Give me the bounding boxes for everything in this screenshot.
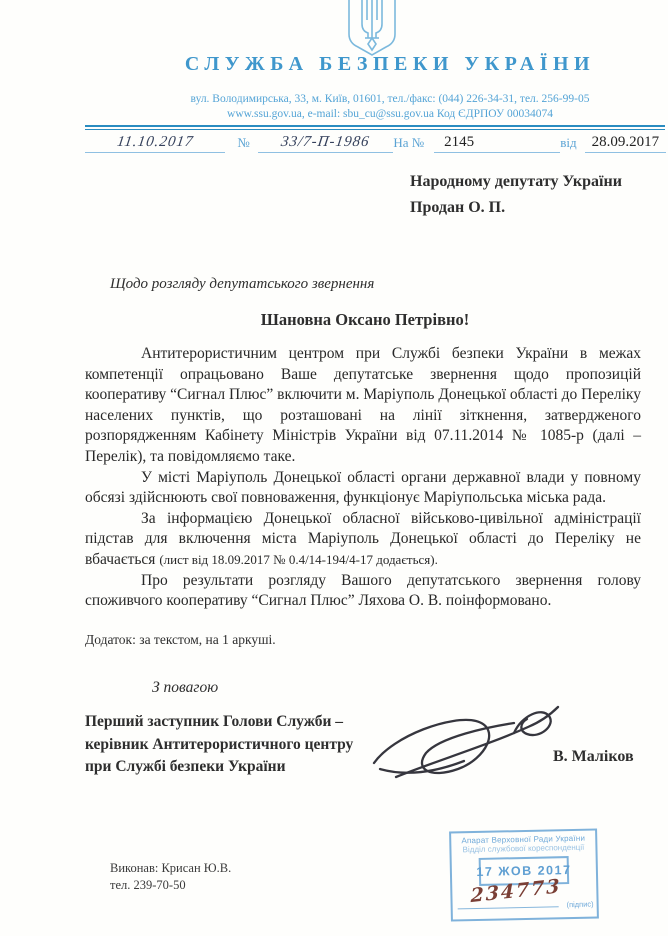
paragraph-1: Антитерористичним центром при Службі безпеки України в межах компетенції опрацьовано Ваше депутатське звернення щодо пропозицій кооперативу “Сигнал Плюс” включити м. Маріуполь Донецької області до Переліку населених пунктів, що розташовані на лінії зіткнення, затвердженого розпорядженням Кабінету Міністрів України від 07.11.2014 № 1085-р (далі – Перелік), та повідомляємо таке.	[85, 345, 641, 465]
signer-position-line-3: при Службі безпеки України	[85, 758, 286, 775]
paragraph-3	[85, 509, 641, 571]
attachment-note: Додаток: за текстом, на 1 аркуші.	[85, 632, 276, 647]
reference-row	[85, 133, 666, 153]
stamp-number-handwritten: 234773	[470, 875, 562, 908]
stamp-org-line: Апарат Верховної Ради України	[461, 833, 586, 846]
outgoing-date-handwritten: 11.10.2017	[115, 134, 195, 150]
address-line-2: www.ssu.gov.ua, e-mail: sbu_cu@ssu.gov.ua Код ЄДРПОУ 00034074	[227, 107, 553, 120]
handwritten-signature-icon	[366, 697, 566, 796]
ukraine-trident-emblem-icon	[344, 0, 400, 61]
executor-phone: тел. 239-70-50	[110, 878, 186, 892]
reply-date-label: від	[560, 135, 577, 150]
reply-date-field	[585, 133, 666, 153]
stamp-date-box: 17 ЖОВ 2017	[479, 856, 570, 886]
address-line-1: вул. Володимирська, 33, м. Київ, 01601, тел./факс: (044) 226-34-31, тел. 256-99-05	[190, 93, 590, 105]
letterhead-address	[100, 92, 668, 121]
executor-block	[110, 860, 231, 894]
organization-name: СЛУЖБА БЕЗПЕКИ УКРАЇНИ	[184, 53, 596, 75]
outgoing-number-field	[258, 133, 394, 153]
reply-date: 28.09.2017	[591, 134, 660, 150]
letterhead-divider	[85, 125, 665, 130]
recipient-line-1: Народному депутату України	[410, 173, 622, 190]
stamp-dept-line: Відділ службової кореспонденції	[462, 842, 585, 855]
reply-to-label: На №	[393, 135, 425, 150]
salutation: Шановна Оксано Петрівно!	[260, 310, 470, 329]
recipient-line-2: Продан О. П.	[410, 199, 506, 216]
closing-phrase: З повагою	[152, 679, 219, 696]
letter-body	[85, 344, 641, 612]
stamp-signature-label: (підпис)	[566, 899, 594, 910]
incoming-registration-stamp	[449, 828, 599, 921]
signer-position-line-1: Перший заступник Голови Служби –	[85, 713, 344, 730]
signer-position-line-2: керівник Антитерористичного центру	[85, 735, 354, 753]
paragraph-4: Про результати розгляду Вашого депутатського звернення голову споживчого кооперативу “Сигнал Плюс” Ляхова О. В. поінформовано.	[85, 571, 641, 610]
subject-line: Щодо розгляду депутатського звернення	[110, 276, 375, 292]
recipient-block	[410, 169, 622, 221]
reply-to-number: 2145	[444, 134, 475, 150]
reply-to-number-field	[434, 133, 560, 153]
outgoing-date-field	[85, 133, 225, 153]
executor-name: Виконав: Крисан Ю.В.	[110, 861, 232, 875]
paragraph-3-note: (лист від 18.09.2017 № 0.4/14-194/4-17 додається).	[159, 551, 438, 567]
number-sign-label: №	[237, 135, 250, 150]
stamp-number-row	[452, 875, 597, 914]
signer-name: В. Маліков	[553, 748, 634, 765]
paragraph-2: У місті Маріуполь Донецької області органи державної влади у повному обсязі здійснюють свої повноваження, функціонує Маріупольська міська рада.	[85, 468, 641, 507]
outgoing-number-handwritten: 33/7-П-1986	[280, 134, 371, 150]
paragraph-3-main: За інформацією Донецької обласної військово-цивільної адміністрації підстав для включення міста Маріуполь Донецької області до Переліку не вбачається	[85, 509, 641, 568]
